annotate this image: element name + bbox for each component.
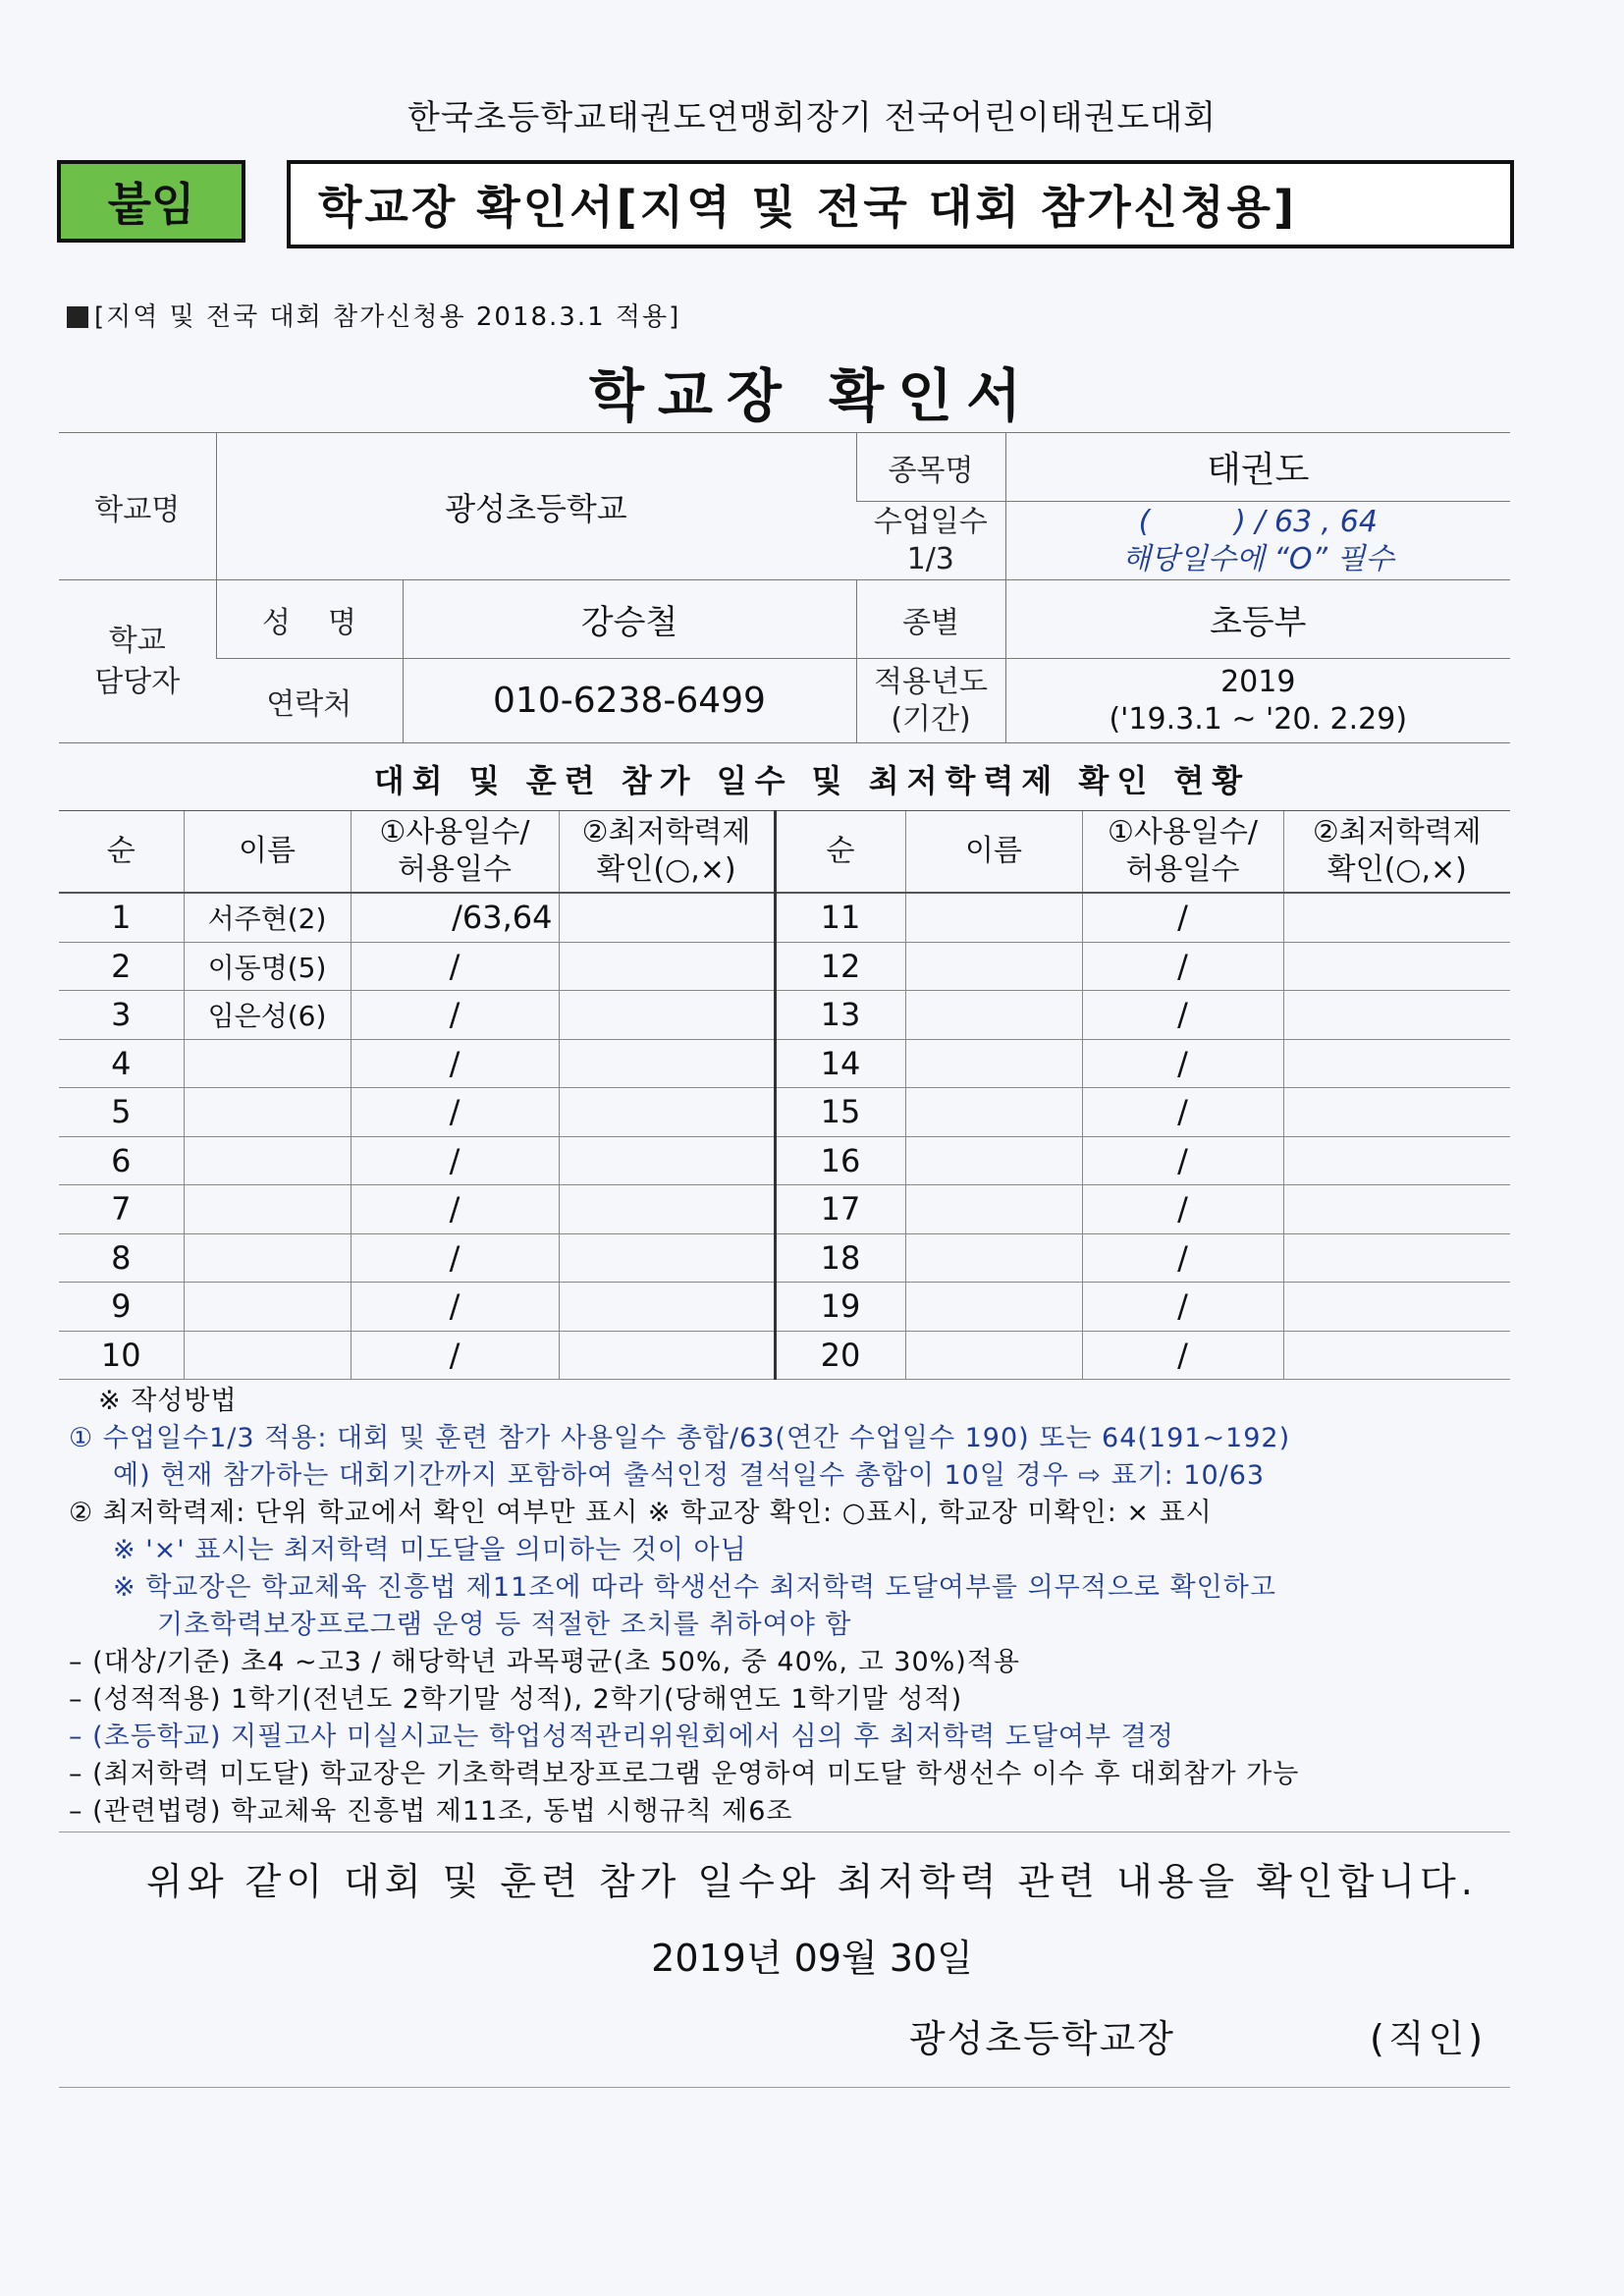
row-days: / — [351, 1136, 559, 1185]
row-check — [1283, 1088, 1510, 1137]
row-check — [559, 942, 775, 991]
event-title: 한국초등학교태권도연맹회장기 전국어린이태권도대회 — [406, 98, 1218, 137]
row-days: / — [1082, 1088, 1283, 1137]
table-row — [59, 942, 1510, 991]
manager-name-label: 성 명 — [216, 580, 403, 659]
row-check — [1283, 1233, 1510, 1283]
row-days: / — [1082, 1136, 1283, 1185]
note-2-b: ※ 학교장은 학교체육 진흥법 제11조에 따라 학생선수 최저학력 도달여부를 의무적으로 확인하고 — [113, 1572, 1276, 1603]
header-name-right: 이름 — [905, 811, 1082, 894]
category-value: 초등부 — [1005, 580, 1510, 659]
row-check — [559, 1233, 775, 1283]
row-name — [905, 1185, 1082, 1234]
row-check — [1283, 942, 1510, 991]
row-name — [184, 1283, 351, 1332]
row-no: 2 — [59, 942, 184, 991]
row-no: 1 — [59, 893, 184, 942]
header-days-left — [351, 811, 559, 894]
contact-value: 010-6238-6499 — [403, 659, 856, 743]
header-days-left-line2: 허용일수 — [398, 852, 512, 887]
class-days-label-line1: 수업일수 — [873, 504, 988, 539]
writing-instructions — [69, 1383, 1522, 1831]
row-days: / — [351, 1233, 559, 1283]
detail-1: – (대상/기준) 초4 ~고3 / 해당학년 과목평균(초 50%, 중 40%, 고 30%)적용 — [69, 1647, 1020, 1677]
row-name: 임은성(6) — [184, 991, 351, 1040]
header-min-right-line1: ②최저학력제 — [1312, 815, 1482, 849]
table-row — [59, 1283, 1510, 1332]
row-no: 17 — [775, 1185, 905, 1234]
header-name-left: 이름 — [184, 811, 351, 894]
manager-label-line2: 담당자 — [94, 664, 181, 699]
table-row — [59, 1136, 1510, 1185]
row-name — [184, 1136, 351, 1185]
note-2-b-cont: 기초학력보장프로그램 운영 등 적절한 조치를 취하여야 함 — [157, 1610, 852, 1640]
row-name — [184, 1233, 351, 1283]
class-days-value-line2: 해당일수에 “O” 필수 — [1121, 541, 1394, 576]
contact-label: 연락처 — [216, 659, 403, 743]
apply-year-label — [856, 659, 1005, 743]
header-no-right: 순 — [775, 811, 905, 894]
row-check — [559, 1283, 775, 1332]
header-min-left-line1: ②최저학력제 — [581, 815, 751, 849]
class-days-label-line2: 1/3 — [906, 541, 954, 576]
row-name — [905, 1088, 1082, 1137]
row-no: 11 — [775, 893, 905, 942]
row-name — [905, 991, 1082, 1040]
note-1: ① 수업일수1/3 적용: 대회 및 훈련 참가 사용일수 총합/63(연간 수업일수 190) 또는 64(191~192) — [69, 1423, 1291, 1453]
application-note-text: [지역 및 전국 대회 참가신청용 2018.3.1 적용] — [94, 302, 681, 332]
row-check — [1283, 991, 1510, 1040]
info-table — [59, 432, 1510, 743]
table-row — [59, 1039, 1510, 1088]
row-days: / — [1082, 1039, 1283, 1088]
header-min-left — [559, 811, 775, 894]
apply-year-label-line1: 적용년도 — [874, 664, 988, 699]
row-name — [184, 1331, 351, 1380]
header-no-left: 순 — [59, 811, 184, 894]
row-check — [559, 1039, 775, 1088]
note-1-example: 예) 현재 참가하는 대회기간까지 포함하여 출석인정 결석일수 총합이 10일 경우 ⇨ 표기: 10/63 — [113, 1460, 1266, 1491]
detail-5: – (관련법령) 학교체육 진흥법 제11조, 동법 시행규칙 제6조 — [69, 1796, 793, 1827]
row-no: 9 — [59, 1283, 184, 1332]
row-days: / — [351, 942, 559, 991]
document-box-title: 학교장 확인서[지역 및 전국 대회 참가신청용] — [287, 160, 1514, 248]
row-no: 5 — [59, 1088, 184, 1137]
row-no: 12 — [775, 942, 905, 991]
row-no: 19 — [775, 1283, 905, 1332]
row-days: / — [1082, 991, 1283, 1040]
row-name — [905, 893, 1082, 942]
principal-title: 광성초등학교장 — [909, 2017, 1175, 2060]
row-days: / — [351, 991, 559, 1040]
row-days: / — [351, 1185, 559, 1234]
header-days-right — [1082, 811, 1283, 894]
row-days: / — [351, 1283, 559, 1332]
main-title: 학교장 확인서 — [588, 362, 1036, 429]
manager-label-line1: 학교 — [108, 623, 166, 658]
detail-2: – (성적적용) 1학기(전년도 2학기말 성적), 2학기(당해연도 1학기말 성적) — [69, 1684, 963, 1715]
row-no: 8 — [59, 1233, 184, 1283]
category-label: 종별 — [856, 580, 1005, 659]
sport-value: 태권도 — [1005, 433, 1510, 502]
row-no: 4 — [59, 1039, 184, 1088]
table-row — [59, 1185, 1510, 1234]
row-days: / — [1082, 1185, 1283, 1234]
row-name — [905, 942, 1082, 991]
note-2: ② 최저학력제: 단위 학교에서 확인 여부만 표시 ※ 학교장 확인: ○표시, 학교장 미확인: × 표시 — [69, 1498, 1213, 1528]
row-days: / — [1082, 893, 1283, 942]
header-days-right-line1: ①사용일수/ — [1108, 815, 1258, 849]
row-days: /63,64 — [351, 893, 559, 942]
row-check — [559, 991, 775, 1040]
school-name-value: 광성초등학교 — [216, 433, 856, 580]
apply-year-value-line2: ('19.3.1 ~ '20. 2.29) — [1109, 701, 1408, 737]
row-name — [905, 1039, 1082, 1088]
header-days-left-line1: ①사용일수/ — [379, 815, 530, 849]
roster-header-row — [59, 811, 1510, 894]
table-row — [59, 1331, 1510, 1380]
table-row — [59, 1088, 1510, 1137]
apply-year-label-line2: (기간) — [891, 701, 971, 737]
row-no: 18 — [775, 1233, 905, 1283]
header-min-right-line2: 확인(○,×) — [1326, 852, 1467, 887]
document-date: 2019년 09월 30일 — [651, 1937, 973, 1980]
notes-heading: ※ 작성방법 — [98, 1386, 238, 1416]
school-name-label: 학교명 — [59, 433, 216, 580]
class-days-label — [856, 502, 1005, 580]
divider-top — [59, 1831, 1510, 1832]
table-row — [59, 893, 1510, 942]
row-check — [559, 1136, 775, 1185]
confirmation-statement: 위와 같이 대회 및 훈련 참가 일수와 최저학력 관련 내용을 확인합니다. — [146, 1860, 1478, 1903]
row-name — [184, 1088, 351, 1137]
application-note — [67, 297, 680, 333]
detail-4: – (최저학력 미도달) 학교장은 기초학력보장프로그램 운영하여 미도달 학생선수 이수 후 대회참가 가능 — [69, 1759, 1300, 1789]
sport-label: 종목명 — [856, 433, 1005, 502]
row-check — [559, 1185, 775, 1234]
row-check — [1283, 1331, 1510, 1380]
row-check — [1283, 1136, 1510, 1185]
row-name — [905, 1136, 1082, 1185]
roster-table — [59, 810, 1510, 1380]
manager-label — [59, 580, 216, 743]
table-row — [59, 1233, 1510, 1283]
row-no: 20 — [775, 1331, 905, 1380]
row-name — [184, 1039, 351, 1088]
row-no: 15 — [775, 1088, 905, 1137]
row-no: 16 — [775, 1136, 905, 1185]
row-no: 14 — [775, 1039, 905, 1088]
row-name — [905, 1331, 1082, 1380]
row-check — [1283, 1283, 1510, 1332]
row-name — [184, 1185, 351, 1234]
row-check — [1283, 1185, 1510, 1234]
apply-year-value — [1005, 659, 1510, 743]
row-no: 10 — [59, 1331, 184, 1380]
row-days: / — [1082, 1233, 1283, 1283]
divider-bottom — [59, 2087, 1510, 2088]
official-seal-mark: (직인) — [1370, 2017, 1488, 2060]
header-min-right — [1283, 811, 1510, 894]
detail-3: – (초등학교) 지필고사 미실시교는 학업성적관리위원회에서 심의 후 최저학력 도달여부 결정 — [69, 1722, 1174, 1752]
note-2-a: ※ '×' 표시는 최저학력 미도달을 의미하는 것이 아님 — [113, 1535, 747, 1565]
row-no: 13 — [775, 991, 905, 1040]
row-check — [559, 1088, 775, 1137]
header-min-left-line2: 확인(○,×) — [596, 852, 736, 887]
row-check — [1283, 1039, 1510, 1088]
row-no: 3 — [59, 991, 184, 1040]
attachment-badge: 붙임 — [57, 160, 245, 243]
row-check — [1283, 893, 1510, 942]
square-bullet-icon — [67, 306, 88, 328]
row-no: 6 — [59, 1136, 184, 1185]
manager-name-value: 강승철 — [403, 580, 856, 659]
class-days-value — [1005, 502, 1510, 580]
row-no: 7 — [59, 1185, 184, 1234]
row-days: / — [1082, 1283, 1283, 1332]
row-name: 이동명(5) — [184, 942, 351, 991]
row-name — [905, 1283, 1082, 1332]
row-days: / — [1082, 1331, 1283, 1380]
row-check — [559, 1331, 775, 1380]
roster-section-title: 대회 및 훈련 참가 일수 및 최저학력제 확인 현황 — [373, 762, 1251, 799]
row-days: / — [1082, 942, 1283, 991]
class-days-value-line1: ( ) / 63 , 64 — [1138, 504, 1378, 539]
apply-year-value-line1: 2019 — [1220, 664, 1296, 699]
row-name: 서주현(2) — [184, 893, 351, 942]
row-check — [559, 893, 775, 942]
row-days: / — [351, 1331, 559, 1380]
row-days: / — [351, 1039, 559, 1088]
row-name — [905, 1233, 1082, 1283]
header-days-right-line2: 허용일수 — [1125, 852, 1240, 887]
table-row — [59, 991, 1510, 1040]
row-days: / — [351, 1088, 559, 1137]
